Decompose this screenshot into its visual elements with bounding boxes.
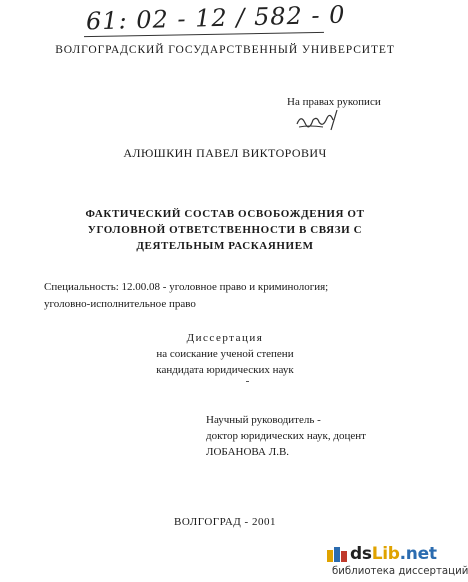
dslib-watermark-logo [326,544,468,580]
signature-icon [293,108,341,134]
advisor-name: ЛОБАНОВА Л.В. [206,446,290,458]
stray-mark [246,381,249,382]
dissertation-title [30,206,420,254]
degree-line: кандидата юридических наук [156,364,294,376]
specialty-line: уголовно-исполнительное право [44,298,196,310]
scientific-advisor [206,412,366,460]
degree-line: на соискание ученой степени [156,348,294,360]
specialty [44,279,328,313]
logo-text [350,544,437,564]
books-icon [326,546,348,563]
logo-net: .net [399,544,437,564]
logo-ds: ds [350,544,372,564]
university-name: ВОЛГОГРАДСКИЙ ГОСУДАРСТВЕННЫЙ УНИВЕРСИТЕТ [55,44,395,56]
title-line: ДЕЯТЕЛЬНЫМ РАСКАЯНИЕМ [136,240,314,252]
advisor-line: доктор юридических наук, доцент [206,430,366,442]
advisor-line: Научный руководитель - [206,414,321,426]
manuscript-rights-note: На правах рукописи [287,96,381,108]
logo-lib: Lib [371,544,400,564]
dissertation-label: Диссертация [186,332,264,344]
title-line: УГОЛОВНОЙ ОТВЕТСТВЕННОСТИ В СВЯЗИ С [87,224,363,236]
author-name: АЛЮШКИН ПАВЕЛ ВИКТОРОВИЧ [123,146,327,160]
handwritten-catalog-number: 61: 02 - 12 / 582 - 0 [85,0,346,36]
title-line: ФАКТИЧЕСКИЙ СОСТАВ ОСВОБОЖДЕНИЯ ОТ [85,208,365,220]
city-year: ВОЛГОГРАД - 2001 [174,516,276,528]
specialty-line: Специальность: 12.00.08 - уголовное право и криминология; [44,281,329,293]
logo-subtitle: библиотека диссертаций [332,566,468,577]
dissertation-degree-block [0,330,450,378]
